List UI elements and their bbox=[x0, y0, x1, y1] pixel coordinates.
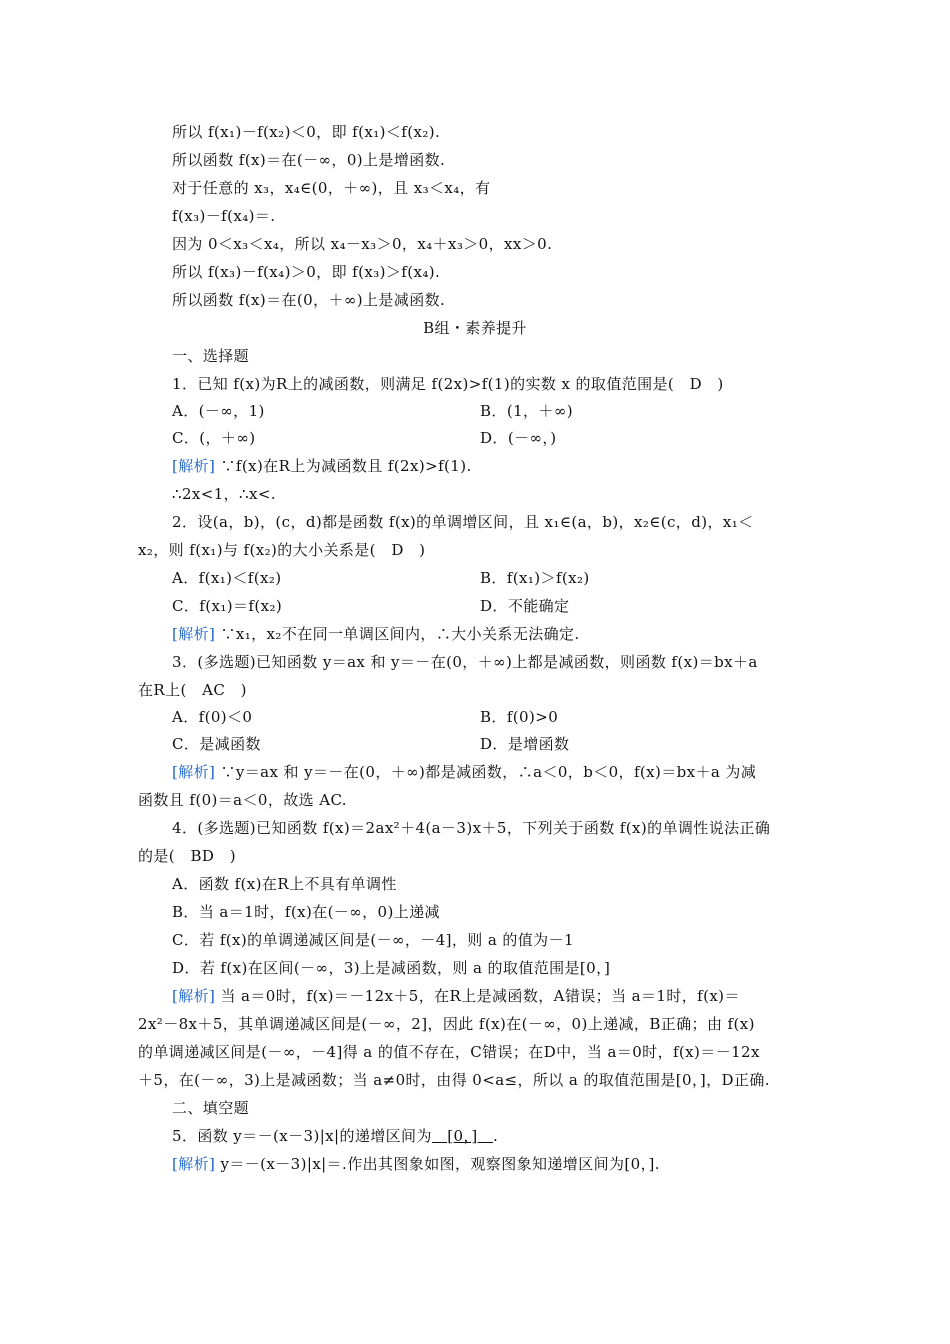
intro-line: 对于任意的 x₃，x₄∈(0，＋∞)，且 x₃＜x₄，有 bbox=[172, 179, 491, 197]
analysis-tag: [解析] bbox=[172, 457, 216, 475]
option-b: B．f(x₁)＞f(x₂) bbox=[480, 569, 590, 587]
option-c: C．若 f(x)的单调递减区间是(－∞，－4]，则 a 的值为－1 bbox=[172, 931, 574, 949]
analysis-tag: [解析] bbox=[172, 987, 216, 1005]
analysis-tag: [解析] bbox=[172, 1155, 216, 1173]
option-a: A．函数 f(x)在R上不具有单调性 bbox=[172, 875, 397, 893]
analysis-text: 当 a＝0时，f(x)＝－12x＋5，在R上是减函数，A错误；当 a＝1时，f(x)＝ bbox=[215, 987, 740, 1005]
intro-line: 所以函数 f(x)＝在(0，＋∞)上是减函数. bbox=[172, 291, 446, 309]
answer-blank: [0，] bbox=[431, 1127, 494, 1145]
analysis-text: ∵y＝ax 和 y＝－在(0，＋∞)都是减函数，∴a＜0，b＜0，f(x)＝bx＋a 为减 bbox=[215, 763, 757, 781]
option-b: B．f(0)>0 bbox=[480, 708, 559, 726]
option-d: D．(－∞，) bbox=[480, 429, 557, 447]
question-1-stem: 1．已知 f(x)为R上的减函数，则满足 f(2x)>f(1)的实数 x 的取值范围是( D ) bbox=[172, 375, 724, 393]
intro-line: 所以 f(x₁)－f(x₂)＜0，即 f(x₁)＜f(x₂). bbox=[172, 123, 441, 141]
question-3-stem: 3．(多选题)已知函数 y＝ax 和 y＝－在(0，＋∞)上都是减函数，则函数 f(x)＝bx＋a bbox=[172, 653, 758, 671]
intro-line: 所以 f(x₃)－f(x₄)＞0，即 f(x₃)＞f(x₄). bbox=[172, 263, 441, 281]
analysis-line: ＋5，在(－∞，3)上是减函数；当 a≠0时，由得 0<a≤，所以 a 的取值范围是[0，]，D正确. bbox=[138, 1071, 770, 1089]
question-4-stem-cont: 的是( BD ) bbox=[138, 847, 236, 865]
analysis-line: 的单调递减区间是(－∞，－4]得 a 的值不存在，C错误；在D中，当 a＝0时，f(x)＝－12x bbox=[138, 1043, 760, 1061]
analysis-line bbox=[172, 1154, 660, 1174]
option-c: C．是减函数 bbox=[172, 735, 261, 753]
analysis-text: ∵f(x)在R上为减函数且 f(2x)>f(1). bbox=[215, 457, 472, 475]
analysis-line bbox=[172, 986, 740, 1006]
option-b: B．当 a＝1时，f(x)在(－∞，0)上递减 bbox=[172, 903, 440, 921]
question-3-stem-cont: 在R上( AC ) bbox=[138, 681, 247, 699]
question-5-text: 5．函数 y＝－(x－3)|x|的递增区间为 bbox=[172, 1127, 432, 1145]
option-c: C．f(x₁)＝f(x₂) bbox=[172, 597, 283, 615]
option-d: D．是增函数 bbox=[480, 735, 570, 753]
section-heading: 二、填空题 bbox=[172, 1099, 250, 1117]
analysis-line: ∴2x<1，∴x<. bbox=[172, 485, 276, 503]
intro-line: f(x₃)－f(x₄)＝. bbox=[172, 207, 276, 225]
option-a: A．f(x₁)＜f(x₂) bbox=[172, 569, 282, 587]
question-5-end: . bbox=[493, 1127, 499, 1145]
option-a: A．(－∞，1) bbox=[172, 402, 265, 420]
question-5-stem bbox=[172, 1126, 498, 1146]
analysis-line: 函数且 f(0)＝a＜0，故选 AC. bbox=[138, 791, 347, 809]
analysis-line: 2x²－8x＋5，其单调递减区间是(－∞，2]，因此 f(x)在(－∞，0)上递减，B正确；由 f(x) bbox=[138, 1015, 755, 1033]
question-4-stem: 4．(多选题)已知函数 f(x)＝2ax²＋4(a－3)x＋5，下列关于函数 f(x)的单调性说法正确 bbox=[172, 819, 771, 837]
option-b: B．(1，＋∞) bbox=[480, 402, 573, 420]
option-c: C．(，＋∞) bbox=[172, 429, 256, 447]
group-title: B组・素养提升 bbox=[423, 319, 527, 337]
question-2-stem: 2．设(a，b)，(c，d)都是函数 f(x)的单调增区间，且 x₁∈(a，b)，x₂∈(c，d)，x₁＜ bbox=[172, 513, 754, 531]
section-heading: 一、选择题 bbox=[172, 347, 250, 365]
analysis-text: ∵x₁，x₂不在同一单调区间内，∴大小关系无法确定. bbox=[215, 625, 580, 643]
option-d: D．若 f(x)在区间(－∞，3)上是减函数，则 a 的取值范围是[0，] bbox=[172, 959, 611, 977]
intro-line: 所以函数 f(x)＝在(－∞，0)上是增函数. bbox=[172, 151, 446, 169]
analysis-text: y＝－(x－3)|x|＝.作出其图象如图，观察图象知递增区间为[0，]. bbox=[215, 1155, 660, 1173]
analysis-tag: [解析] bbox=[172, 763, 216, 781]
option-d: D．不能确定 bbox=[480, 597, 570, 615]
analysis-line bbox=[172, 762, 756, 782]
intro-line: 因为 0＜x₃＜x₄，所以 x₄－x₃＞0，x₄＋x₃＞0，xx＞0. bbox=[172, 235, 553, 253]
analysis-line bbox=[172, 624, 580, 644]
option-a: A．f(0)＜0 bbox=[172, 708, 253, 726]
analysis-line bbox=[172, 456, 472, 476]
question-2-stem-cont: x₂，则 f(x₁)与 f(x₂)的大小关系是( D ) bbox=[138, 541, 426, 559]
analysis-tag: [解析] bbox=[172, 625, 216, 643]
